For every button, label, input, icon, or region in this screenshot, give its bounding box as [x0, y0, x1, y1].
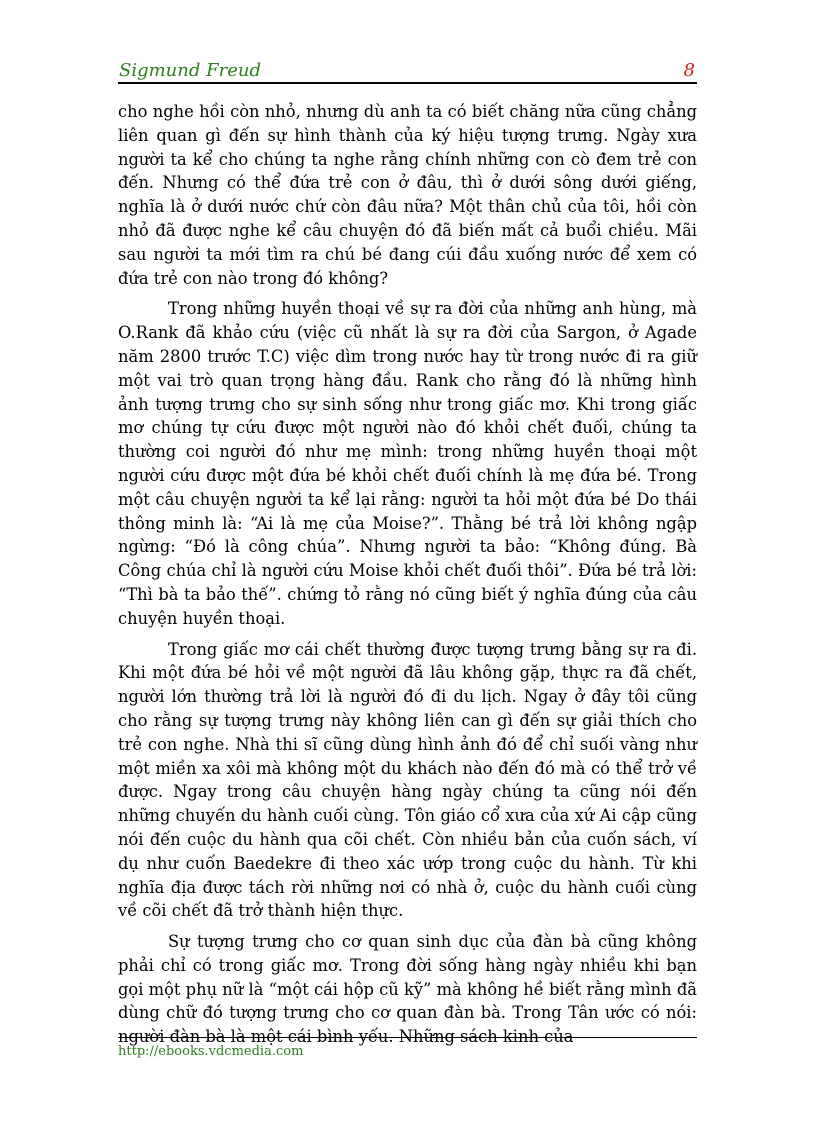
footer-url[interactable]: http://ebooks.vdcmedia.com [118, 1044, 304, 1059]
footer-divider [118, 1037, 697, 1038]
page-header [118, 58, 697, 84]
page-body [118, 100, 697, 1056]
paragraph-continuation: cho nghe hồi còn nhỏ, nhưng dù anh ta có biết chăng nữa cũng chẳng liên quan gì đến sự hình thành của ký hiệu tượng trưng. Ngày xưa người ta kể cho chúng ta nghe rằng chính những con cò đem trẻ con đến. Nhưng có thể đứa trẻ con ở đâu, thì ở dưới sông dưới giếng, nghĩa là ở dưới nước chứ còn đâu nữa? Một thân chủ của tôi, hồi còn nhỏ đã được nghe kể câu chuyện đó đã biến mất cả buổi chiều. Mãi sau người ta mới tìm ra chú bé đang cúi đầu xuống nước để xem có đứa trẻ con nào trong đó không? [118, 102, 697, 288]
paragraph-female-symbol: Sự tượng trưng cho cơ quan sinh dục của đàn bà cũng không phải chỉ có trong giấc mơ. Trong đời sống hàng ngày nhiều khi bạn gọi một phụ nữ là “một cái hộp cũ kỹ” mà không hề biết rằng mình đã dùng chữ đó tượng trưng cho cơ quan đàn bà. Trong Tân ước có nói: người đàn bà là một cái bình yếu. Những sách kinh của [118, 932, 697, 1047]
paragraph-death-symbol: Trong giấc mơ cái chết thường được tượng trưng bằng sự ra đi. Khi một đứa bé hỏi về một người đã lâu không gặp, thực ra đã chết, người lớn thường trả lời là người đó đi du lịch. Ngay ở đây tôi cũng cho rằng sự tượng trưng này không liên can gì đến sự giải thích cho trẻ con nghe. Nhà thi sĩ cũng dùng hình ảnh đó để chỉ suối vàng như một miền xa xôi mà không một du khách nào đến đó mà có thể trở về được. Ngay trong câu chuyện hàng ngày chúng ta cũng nói đến những chuyến du hành cuối cùng. Tôn giáo cổ xưa của xứ Ai cập cũng nói đến cuộc du hành qua cõi chết. Còn nhiều bản của cuốn sách, ví dụ như cuốn Baedekre đi theo xác ướp trong cuộc du hành. Từ khi nghĩa địa được tách rời những nơi có nhà ở, cuộc du hành cuối cùng về cõi chết đã trở thành hiện thực. [118, 639, 697, 921]
paragraph-hero-myths: Trong những huyền thoại về sự ra đời của những anh hùng, mà O.Rank đã khảo cứu (việc cũ nhất là sự ra đời của Sargon, ở Agade năm 2800 trước T.C) việc dìm trong nước hay từ trong nước đi ra giữ một vai trò quan trọng hàng đầu. Rank cho rằng đó là những hình ảnh tượng trưng cho sự sinh sống như trong giấc mơ. Khi trong giấc mơ chúng tự cứu được một người nào đó khỏi chết đuối, chúng ta thường coi người đó như mẹ mình: trong những huyền thoại một người cứu được một đứa bé khỏi chết đuối chính là mẹ đứa bé. Trong một câu chuyện người ta kể lại rằng: người ta hỏi một đứa bé Do thái thông minh là: “Ai là mẹ của Moise?”. Thằng bé trả lời không ngập ngừng: “Đó là công chúa”. Nhưng người ta bảo: “Không đúng. Bà Công chúa chỉ là người cứu Moise khỏi chết đuối thôi”. Đứa bé trả lời: “Thì bà ta bảo thế”. chứng tỏ rằng nó cũng biết ý nghĩa đúng của câu chuyện huyền thoại. [118, 299, 697, 628]
page-number: 8 [683, 60, 695, 81]
running-author-title: Sigmund Freud [119, 60, 261, 81]
